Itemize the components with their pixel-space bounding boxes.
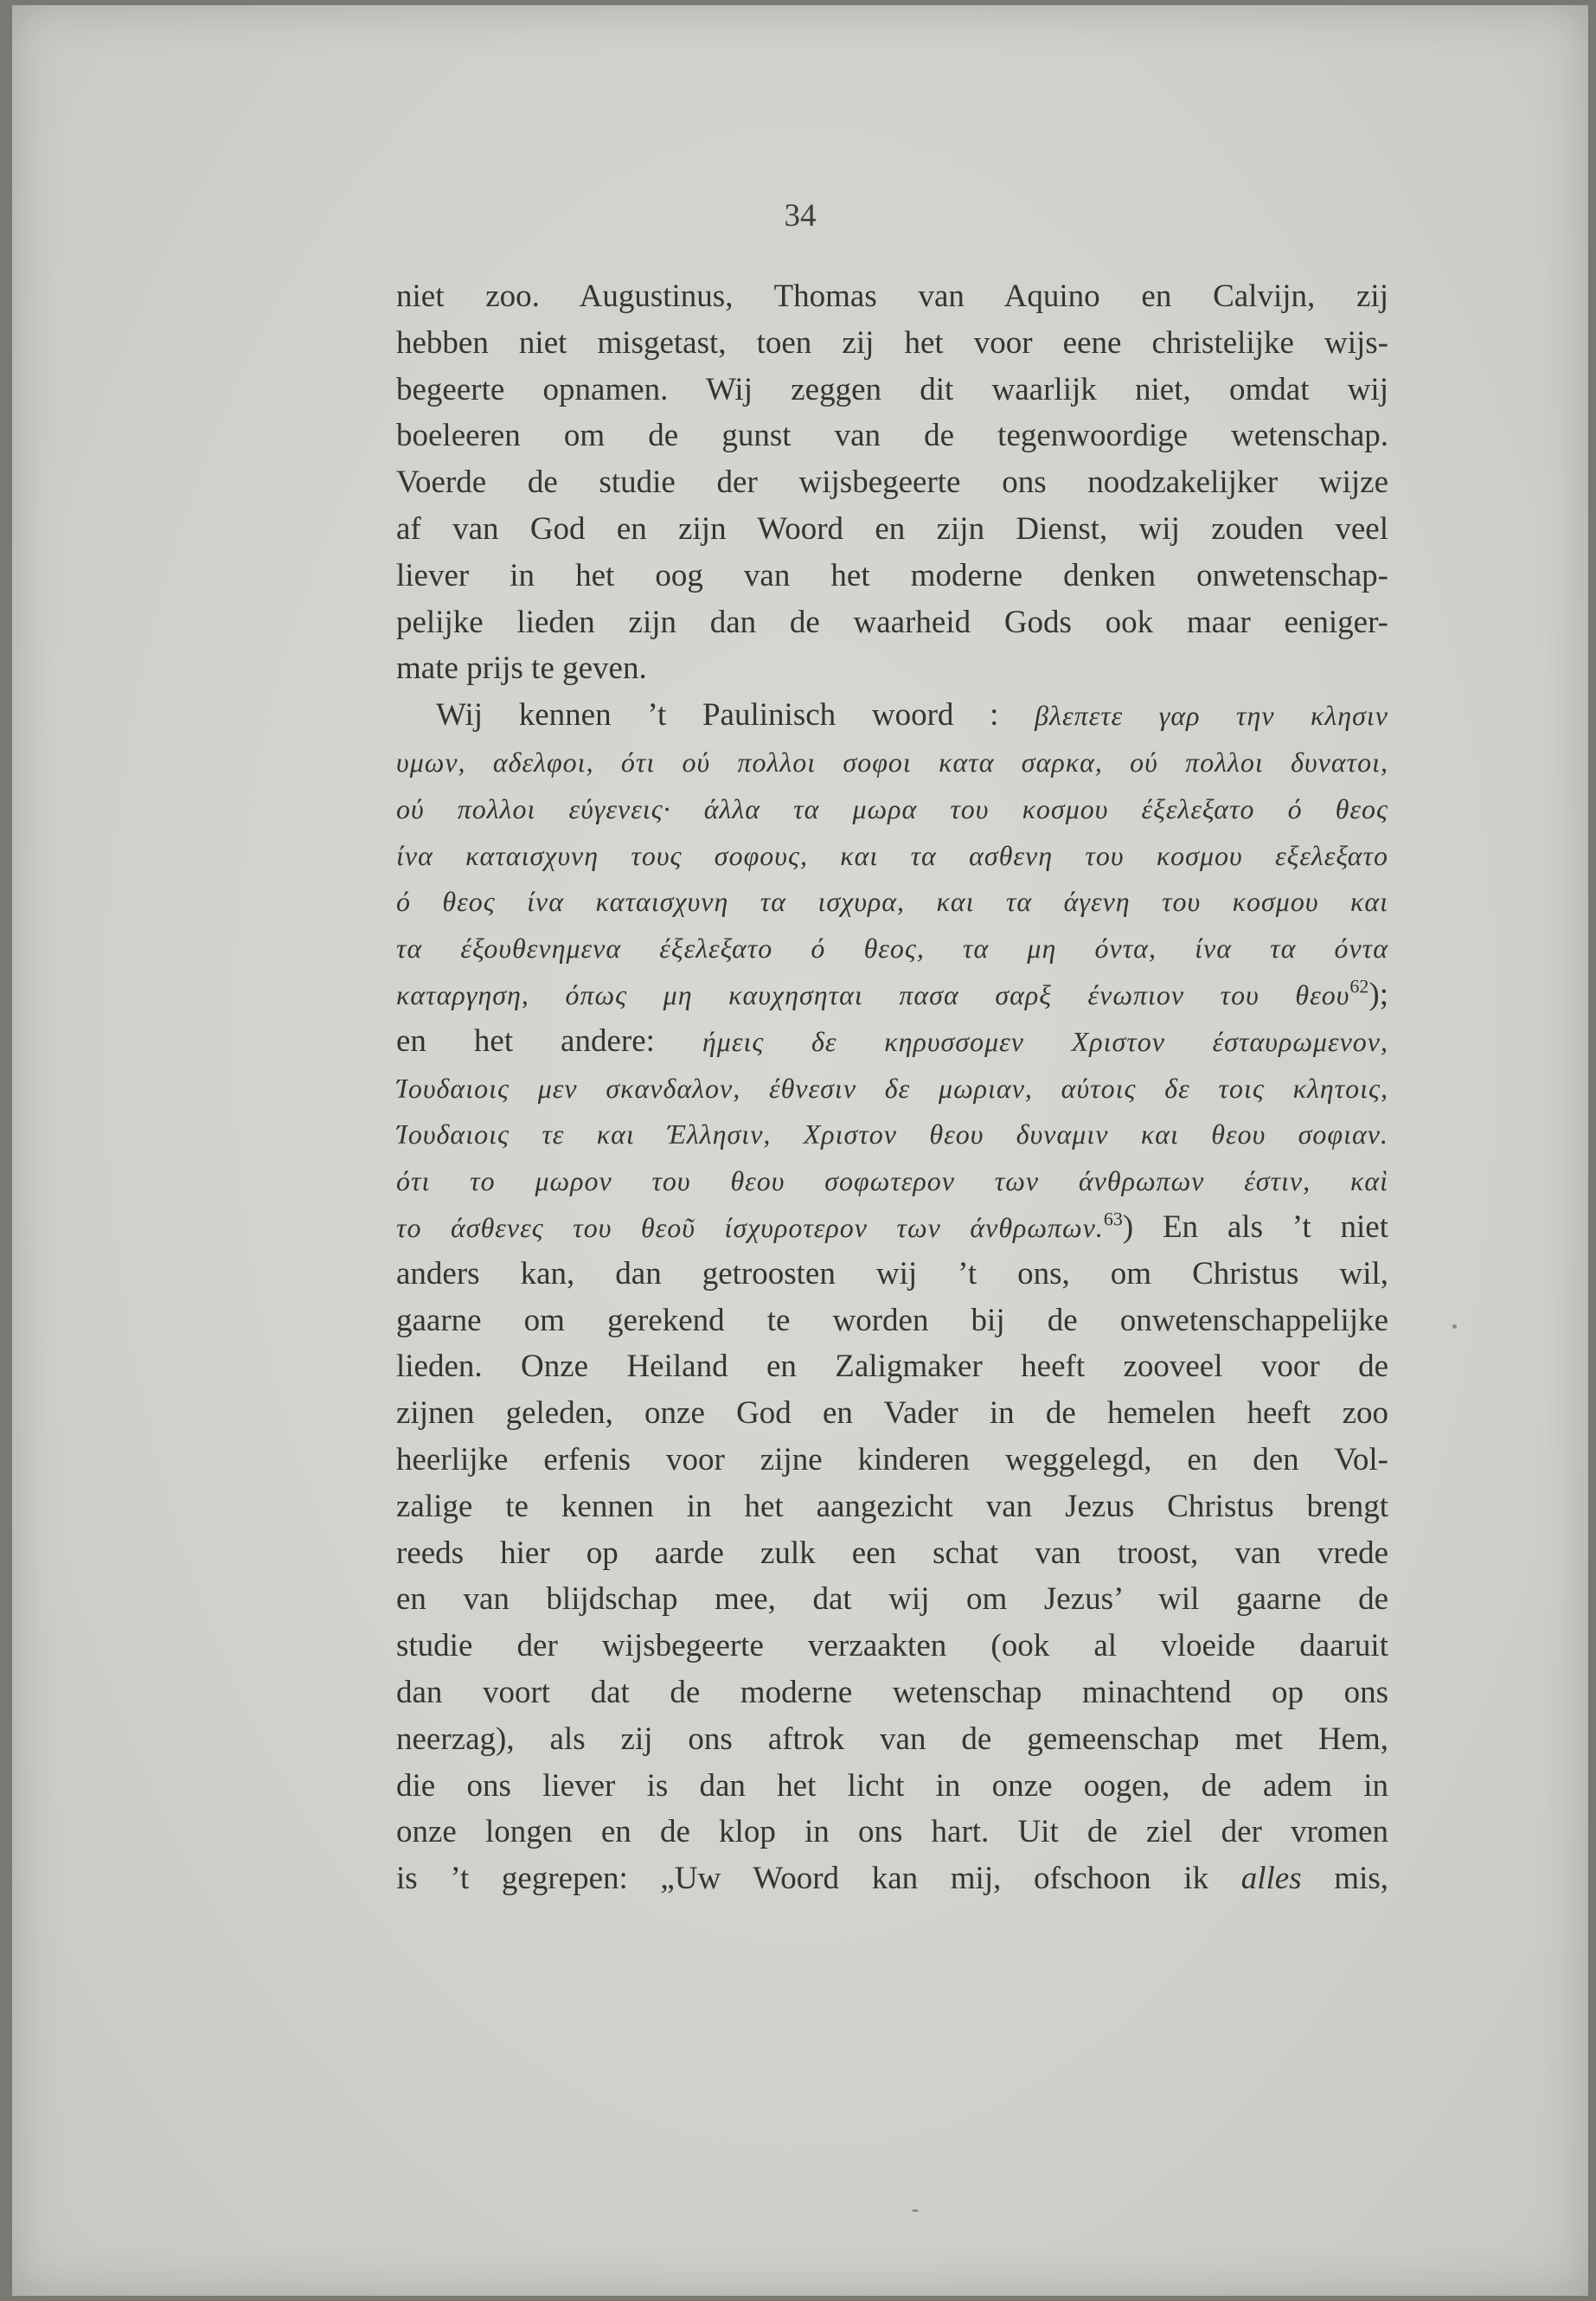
greek-line: ότι το μωρον του θεου σοφωτερον των άνθρωπων έστιν, καὶ	[396, 1165, 1388, 1197]
text-line: heerlijke erfenis voor zijne kinderen weggelegd, en den Vol-	[396, 1441, 1388, 1477]
text-line: en het andere: ήμεις δε κηρυσσομεν Χριστον έσταυρωμενον,	[396, 1022, 1388, 1059]
greek-line: τα έξουθενημενα έξελεξατο ό θεος, τα μη όντα, ίνα τα όντα	[396, 933, 1388, 965]
text-line: mate prijs te geven.	[396, 651, 647, 687]
greek-quote: ήμεις δε κηρυσσομεν Χριστον έσταυρωμενον,	[702, 1025, 1388, 1057]
footnote-ref-63: 63	[1103, 1208, 1123, 1230]
text-line: anders kan, dan getroosten wij ’t ons, om Christus wil,	[396, 1255, 1388, 1292]
text-line: Wij kennen ’t Paulinisch woord : βλεπετε γαρ την κλησιν	[436, 697, 1388, 734]
text-line: niet zoo. Augustinus, Thomas van Aquino en Calvijn, zij	[396, 279, 1388, 314]
text-line: liever in het oog van het moderne denken onwetenschap-	[396, 557, 1388, 593]
text-line: Voerde de studie der wijsbegeerte ons noodzakelijker wijze	[396, 465, 1388, 501]
text-line: zalige te kennen in het aangezicht van Jezus Christus brengt	[396, 1488, 1388, 1524]
text-line: is ’t gegrepen: „Uw Woord kan mij, ofschoon ik alles mis,	[396, 1861, 1388, 1897]
greek-line: ού πολλοι εύγενεις· άλλα τα μωρα του κοσμου έξελεξατο ό θεος	[396, 792, 1388, 824]
greek-line: Ίουδαιοις τε και Έλλησιν, Χριστον θεου δυναμιν και θεου σοφιαν.	[396, 1118, 1388, 1150]
text-line: boeleeren om de gunst van de tegenwoordige wetenschap.	[396, 418, 1388, 454]
greek-line: υμων, αδελφοι, ότι ού πολλοι σοφοι κατα σαρκα, ού πολλοι δυνατοι,	[396, 746, 1388, 778]
text-line: reeds hier op aarde zulk een schat van troost, van vrede	[396, 1535, 1388, 1571]
paper-speck	[912, 2209, 919, 2212]
text-line: gaarne om gerekend te worden bij de onwetenschappelijke	[396, 1302, 1388, 1338]
greek-line: Ίουδαιοις μεν σκανδαλον, έθνεσιν δε μωριαν, αύτοις δε τοις κλητοις,	[396, 1072, 1388, 1104]
text-line: af van God en zijn Woord en zijn Dienst, wij zouden veel	[396, 510, 1388, 547]
text-line: hebben niet misgetast, toen zij het voor eene christelijke wijs-	[396, 324, 1388, 361]
text-line: lieden. Onze Heiland en Zaligmaker heeft zooveel voor de	[396, 1349, 1388, 1385]
greek-quote: βλεπετε γαρ την κλησιν	[1035, 700, 1388, 732]
text-line: dan voort dat de moderne wetenschap minachtend op ons	[396, 1674, 1388, 1710]
greek-line: ίνα καταισχυνη τους σοφους, και τα ασθενη του κοσμου εξελεξατο	[396, 839, 1388, 871]
italic-word: alles	[1240, 1861, 1302, 1897]
text-line: pelijke lieden zijn dan de waarheid Gods ook maar eeniger-	[396, 604, 1388, 640]
greek-line: καταργηση, όπως μη καυχησηται πασα σαρξ ένωπιον του θεου$^{62}$);	[396, 975, 1388, 1012]
text-line: onze longen en de klop in ons hart. Uit de ziel der vromen	[396, 1814, 1388, 1850]
text-line: zijnen geleden, onze God en Vader in de hemelen heeft zoo	[396, 1395, 1388, 1432]
footnote-ref-62: 62	[1349, 975, 1369, 997]
text-line: begeerte opnamen. Wij zeggen dit waarlijk niet, omdat wij	[396, 371, 1388, 407]
text-line: το άσθενες του θεοῦ ίσχυροτερον των άνθρωπων.$^{63}$) En als ’t niet	[396, 1208, 1388, 1245]
text-line: die ons liever is dan het licht in onze oogen, de adem in	[396, 1767, 1388, 1804]
page-number: 34	[784, 198, 817, 234]
text-line: en van blijdschap mee, dat wij om Jezus’ wil gaarne de	[396, 1581, 1388, 1618]
text-line: neerzag), als zij ons aftrok van de gemeenschap met Hem,	[396, 1721, 1388, 1757]
book-page	[12, 5, 1588, 2296]
text-line: studie der wijsbegeerte verzaakten (ook al vloeide daaruit	[396, 1628, 1388, 1664]
paper-speck	[1452, 1324, 1457, 1329]
greek-line: ό θεος ίνα καταισχυνη τα ισχυρα, και τα άγενη του κοσμου και	[396, 886, 1388, 918]
body-text	[396, 273, 1388, 1902]
